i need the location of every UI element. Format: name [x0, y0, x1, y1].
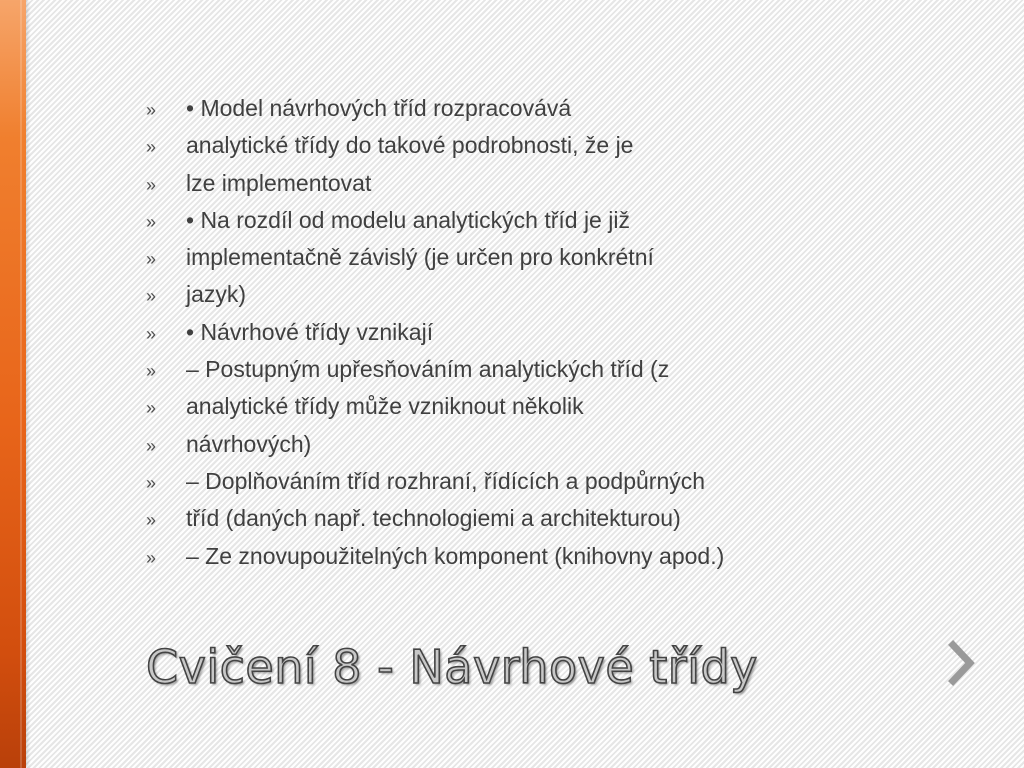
list-item-text: – Doplňováním tříd rozhraní, řídících a podpůrných	[186, 467, 706, 494]
list-item-text: analytické třídy do takové podrobnosti, že je	[186, 132, 634, 159]
list-item	[146, 468, 906, 505]
list-marker: »	[146, 361, 157, 382]
list-item-text: – Ze znovupoužitelných komponent (knihovny apod.)	[186, 542, 725, 569]
list-item-text: lze implementovat	[186, 169, 372, 196]
list-item-text: návrhových)	[186, 430, 312, 457]
list-marker: »	[146, 435, 157, 456]
list-marker: »	[146, 211, 157, 232]
list-marker: »	[146, 472, 157, 493]
list-item	[146, 132, 906, 169]
list-item-text: • Model návrhových tříd rozpracovává	[186, 95, 572, 121]
list-marker: »	[146, 510, 157, 531]
list-item-text: analytické třídy může vzniknout několik	[186, 393, 584, 420]
list-marker: »	[146, 137, 157, 158]
list-item	[146, 207, 906, 244]
list-item-text: • Návrhové třídy vznikají	[186, 318, 434, 345]
list-item	[146, 170, 906, 207]
list-item-text: tříd (daných např. technologiemi a architekturou)	[186, 505, 681, 532]
list-marker: »	[146, 286, 157, 307]
list-item-text: – Postupným upřesňováním analytických tříd (z	[186, 356, 670, 383]
list-item	[146, 244, 906, 281]
list-marker: »	[146, 398, 157, 419]
list-item	[146, 505, 906, 542]
list-item	[146, 393, 906, 430]
chevron-right-icon[interactable]	[944, 638, 978, 688]
list-item-text: jazyk)	[186, 281, 247, 308]
accent-side-bar	[0, 0, 26, 768]
list-item-text: • Na rozdíl od modelu analytických tříd je již	[186, 206, 630, 233]
list-marker: »	[146, 249, 157, 270]
list-item-text: implementačně závislý (je určen pro konkrétní	[186, 244, 654, 271]
list-item	[146, 356, 906, 393]
slide-title: Cvičení 8 - Návrhové třídy	[146, 640, 758, 694]
list-item	[146, 95, 906, 132]
list-marker: »	[146, 174, 157, 195]
list-item	[146, 543, 906, 580]
list-item	[146, 319, 906, 356]
list-marker: »	[146, 547, 157, 568]
list-marker: »	[146, 100, 157, 120]
list-marker: »	[146, 323, 157, 344]
slide-content-list	[146, 95, 906, 580]
list-item	[146, 431, 906, 468]
list-item	[146, 281, 906, 318]
